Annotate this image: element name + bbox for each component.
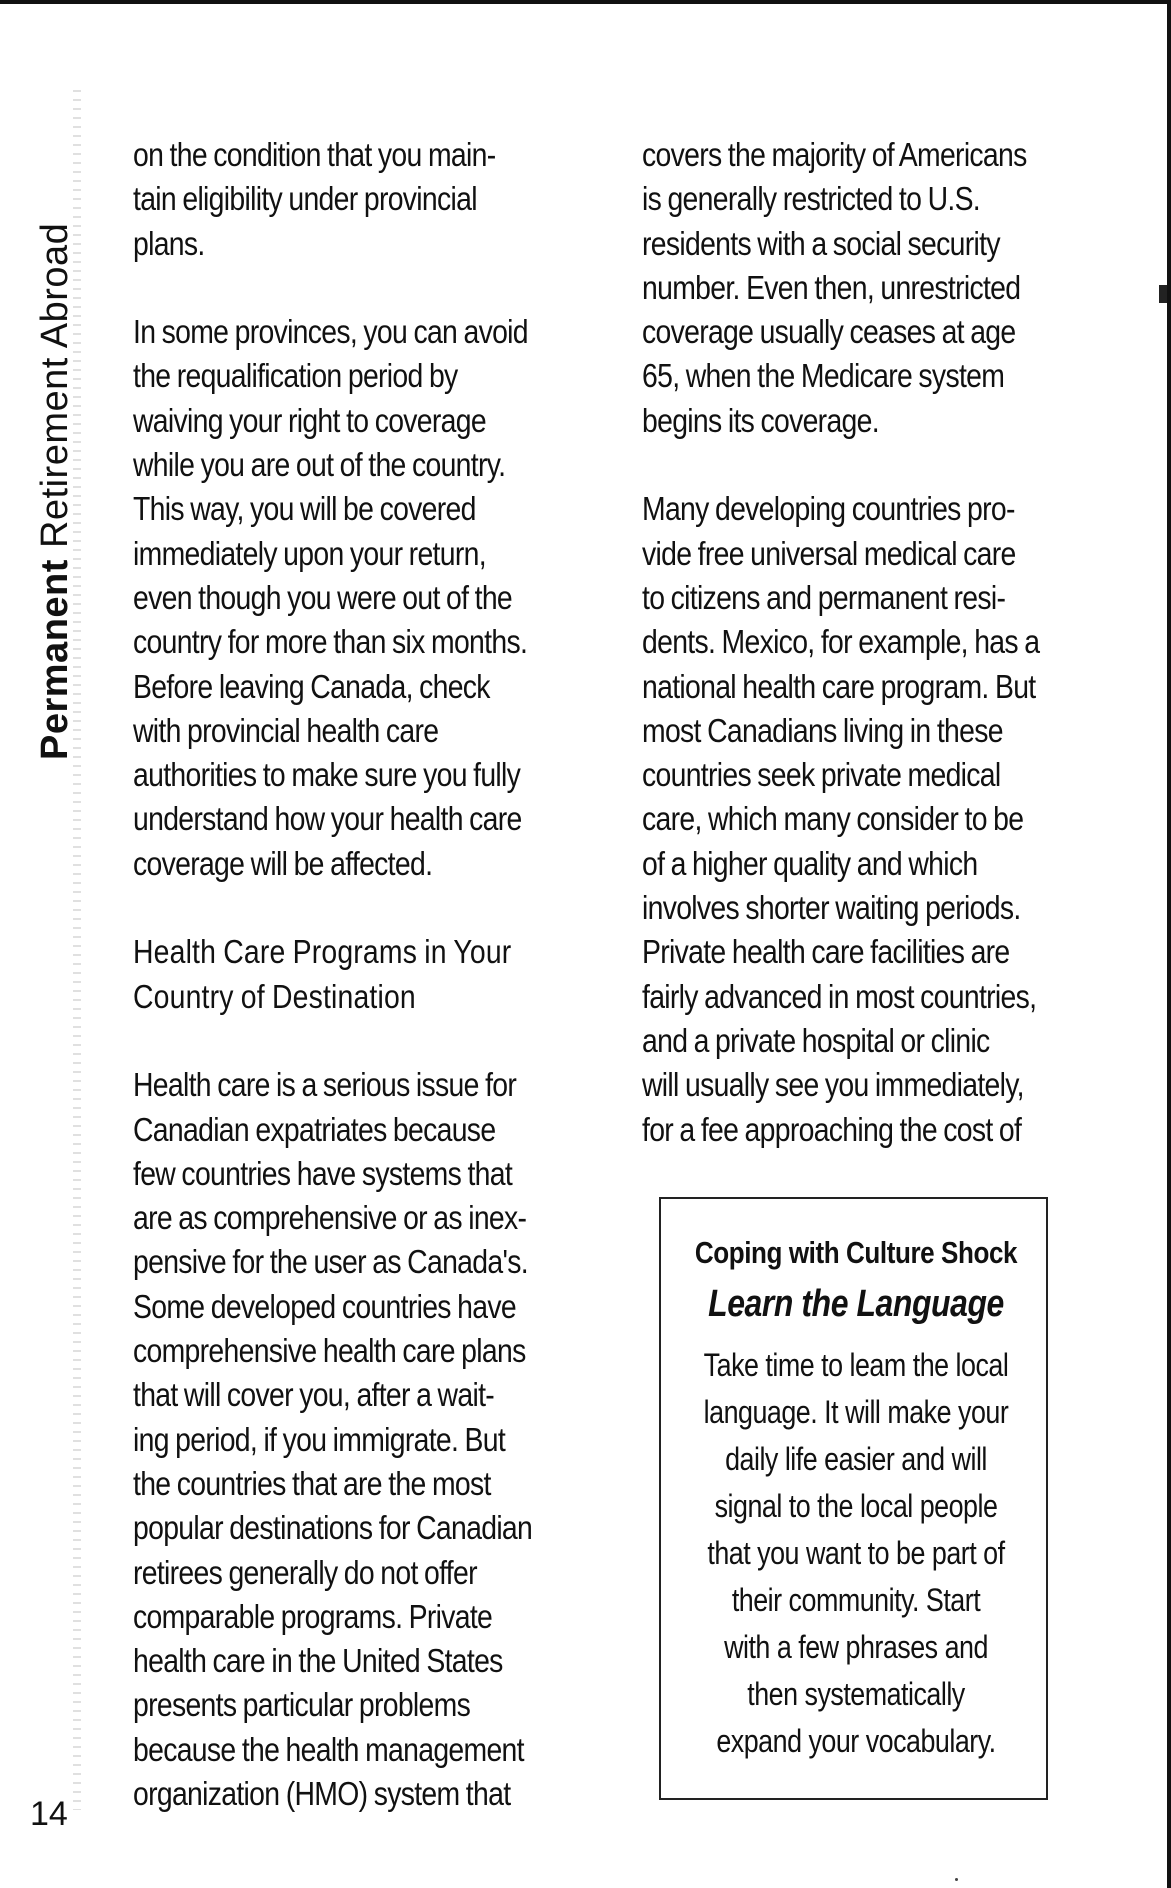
paragraph: Many developing countries pro- vide free universal medical care to citizens and permanent resi- dents. Mexico, for example, has a national health care program. But most Canadians living in these countries seek private medical care, which many consider to be of a higher quality and which involves shorter waiting periods. Private health care facilities are fairly advanced in most countries, and a private hospital or clinic will usually see you immediately, for a fee approaching the cost of xyxy=(642,490,1040,1148)
running-head-bold: Permanent xyxy=(34,559,76,760)
top-border xyxy=(0,0,1171,4)
running-head-regular: Retirement Abroad xyxy=(34,222,76,549)
right-border xyxy=(1167,0,1171,1888)
right-column xyxy=(642,133,1106,1196)
page-number: 14 xyxy=(30,1795,68,1833)
paragraph: covers the majority of Americans is generally restricted to U.S. residents with a social security number. Even then, unrestricted coverage usually ceases at age 65, when the Medicare system begins its coverage. xyxy=(642,136,1027,439)
left-column xyxy=(133,133,597,1861)
running-head xyxy=(34,223,77,760)
paragraph: Health care is a serious issue for Canadian expatriates because few countries have systems that are as comprehensive or as inex- pensive for the user as Canada's. Some developed countries have comprehensive health care plans that will cover you, after a wait- ing period, if you immigrate. But the countries that are the most popular destinations for Canadian retirees generally do not offer comparable programs. Private health care in the United States presents particular problems because the health management organization (HMO) system that xyxy=(133,1066,533,1812)
scan-dot xyxy=(955,1878,958,1881)
sidebar-kicker: Coping with Culture Shock xyxy=(694,1235,1018,1270)
scan-mark xyxy=(1159,285,1167,303)
section-heading: Health Care Programs in Your Country of Destination xyxy=(133,933,512,1015)
margin-speckle xyxy=(73,90,81,1810)
sidebar-box xyxy=(659,1197,1048,1800)
sidebar-title: Learn the Language xyxy=(708,1283,1004,1325)
paragraph: on the condition that you main- tain eligibility under provincial plans. xyxy=(133,136,496,262)
paragraph: In some provinces, you can avoid the requalification period by waiving your right to coverage while you are out of the country. This way, you will be covered immediately upon your return, even though you were out of the country for more than six months. Before leaving Canada, check with provincial health care authorities to make sure you fully understand how your health care coverage will be affected. xyxy=(133,313,528,882)
sidebar-body: Take time to leam the local language. It will make your daily life easier and will signal to the local people that you want to be part of their community. Start with a few phrases and then systematically expand your vocabulary. xyxy=(703,1347,1009,1759)
